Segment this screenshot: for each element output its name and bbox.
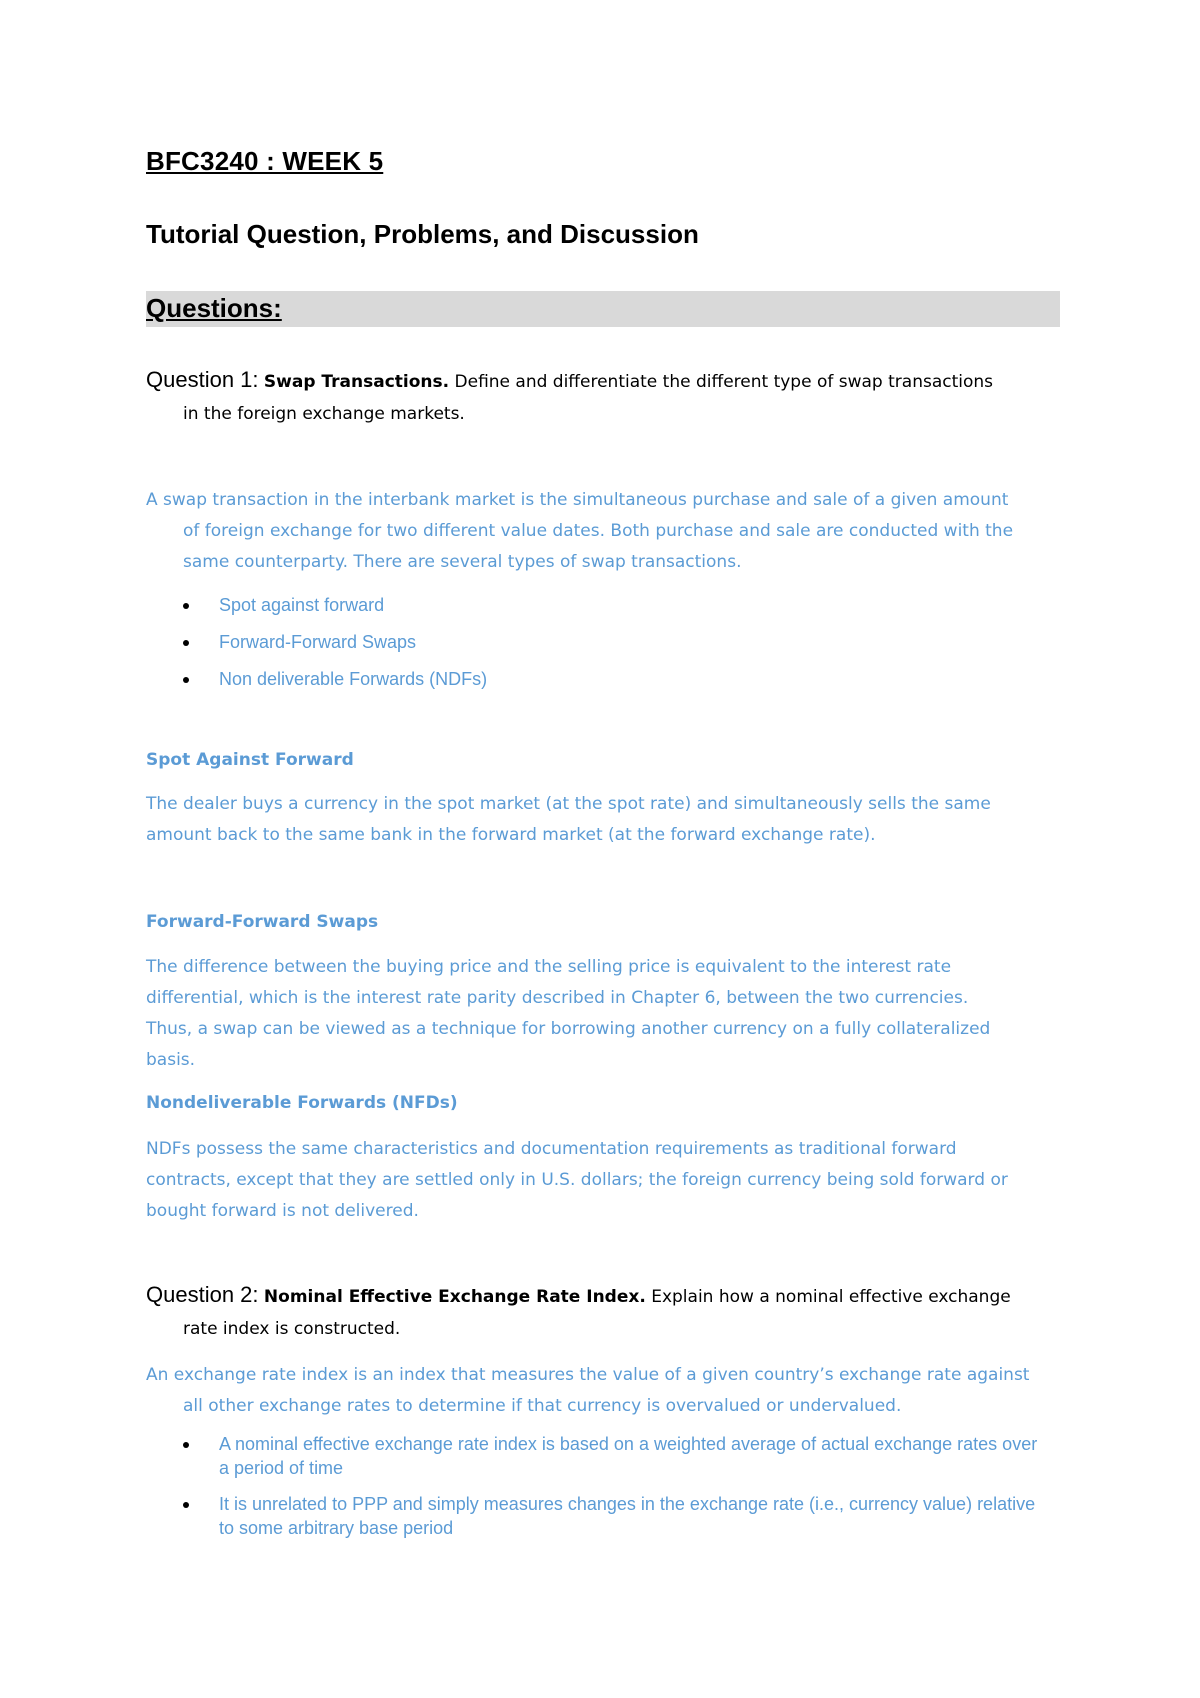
list-item [146, 667, 1060, 704]
question-2-topic: Nominal Effective Exchange Rate Index. [263, 1287, 646, 1307]
question-2-text-1: Explain how a nominal effective exchange [651, 1287, 1011, 1307]
answer-line: An exchange rate index is an index that measures the value of a given country’s exchange rate against [146, 1365, 1030, 1385]
spot-against-forward-heading: Spot Against Forward [146, 750, 354, 770]
answer-line: all other exchange rates to determine if that currency is overvalued or undervalued. [183, 1396, 902, 1416]
tutorial-heading: Tutorial Question, Problems, and Discussion [146, 219, 699, 249]
questions-heading: Questions: [146, 293, 282, 323]
question-2 [146, 1279, 1097, 1345]
answer-line: differential, which is the interest rate parity described in Chapter 6, between the two currencies. [146, 988, 969, 1008]
forward-forward-text [146, 952, 1060, 1076]
list-item-text: Forward-Forward Swaps [219, 632, 417, 652]
question-1-line-1 [146, 364, 1060, 398]
answer-line: same counterparty. There are several types of swap transactions. [183, 552, 742, 572]
question-1 [146, 364, 1097, 430]
question-2-answer [146, 1360, 1060, 1422]
answer-line: Thus, a swap can be viewed as a technique for borrowing another currency on a fully collateralized [146, 1019, 991, 1039]
list-item-text: It is unrelated to PPP and simply measures changes in the exchange rate (i.e., currency value) relative [219, 1494, 1036, 1514]
list-item-text: Non deliverable Forwards (NDFs) [219, 669, 488, 689]
ndf-text [146, 1134, 1060, 1227]
ndf-heading: Nondeliverable Forwards (NFDs) [146, 1093, 458, 1113]
bullet-icon [183, 1442, 189, 1448]
question-2-label: Question 2: [146, 1282, 259, 1307]
question-1-label: Question 1: [146, 367, 259, 392]
answer-line: of foreign exchange for two different value dates. Both purchase and sale are conducted with the [183, 521, 1014, 541]
list-item [146, 1432, 1060, 1492]
list-item-text: A nominal effective exchange rate index is based on a weighted average of actual exchange rates over [219, 1434, 1038, 1454]
question-2-line-1 [146, 1279, 1060, 1313]
course-heading: BFC3240 : WEEK 5 [146, 146, 384, 176]
question-1-text-1: Define and differentiate the different type of swap transactions [454, 372, 994, 392]
answer-line: NDFs possess the same characteristics and documentation requirements as traditional forward [146, 1139, 957, 1159]
list-item-text: to some arbitrary base period [219, 1518, 454, 1538]
list-item [146, 1492, 1060, 1552]
answer-line: The dealer buys a currency in the spot market (at the spot rate) and simultaneously sells the same [146, 794, 991, 814]
swap-types-list [146, 593, 1060, 704]
bullet-icon [183, 1502, 189, 1508]
question-2-text-2: rate index is constructed. [183, 1319, 401, 1339]
answer-line: basis. [146, 1050, 196, 1070]
bullet-icon [183, 603, 189, 609]
answer-line: The difference between the buying price and the selling price is equivalent to the interest rate [146, 957, 952, 977]
list-item [146, 630, 1060, 667]
list-item [146, 593, 1060, 630]
answer-line: bought forward is not delivered. [146, 1201, 419, 1221]
index-notes-list [146, 1432, 1060, 1552]
question-1-topic: Swap Transactions. [263, 372, 450, 392]
questions-heading-band [146, 291, 1060, 327]
answer-line: contracts, except that they are settled only in U.S. dollars; the foreign currency being sold forward or [146, 1170, 1008, 1190]
answer-line: A swap transaction in the interbank market is the simultaneous purchase and sale of a given amount [146, 490, 1009, 510]
forward-forward-heading: Forward-Forward Swaps [146, 912, 379, 932]
list-item-text: Spot against forward [219, 595, 385, 615]
list-item-text: a period of time [219, 1458, 344, 1478]
bullet-icon [183, 640, 189, 646]
spot-against-forward-text [146, 789, 1060, 851]
bullet-icon [183, 677, 189, 683]
answer-line: amount back to the same bank in the forward market (at the forward exchange rate). [146, 825, 876, 845]
question-1-answer [146, 485, 1060, 578]
question-1-text-2: in the foreign exchange markets. [183, 404, 465, 424]
